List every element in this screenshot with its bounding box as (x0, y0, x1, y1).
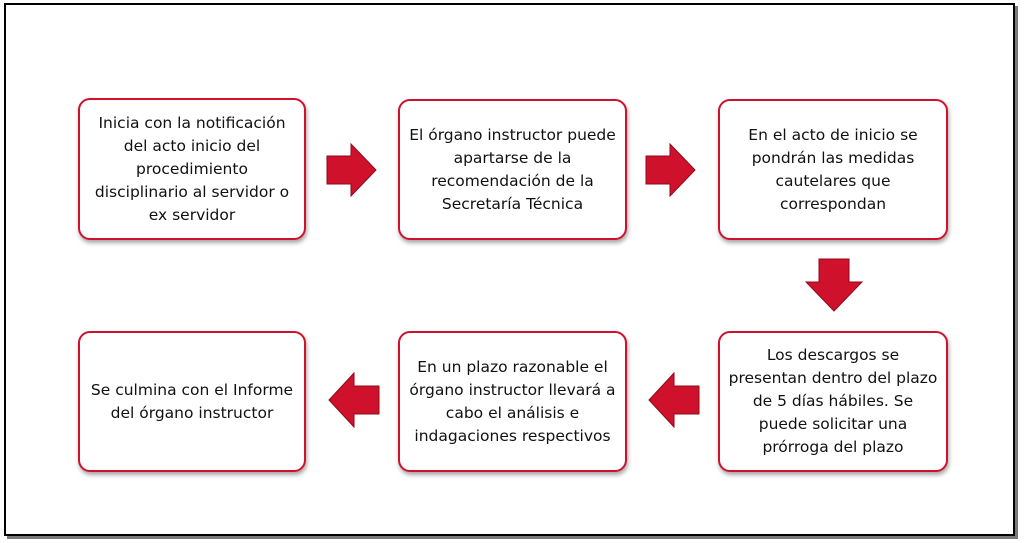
arrow-down-icon (805, 258, 863, 312)
step-text: Inicia con la notificación del acto inicio del procedimiento disciplinario al servidor o ex servidor (94, 113, 290, 224)
arrow-right-icon (326, 143, 378, 197)
arrow-left-icon (648, 372, 700, 428)
step-box-notification (78, 98, 306, 240)
step-box-final-report (78, 331, 306, 472)
step-box-defense-statements (718, 331, 948, 472)
step-text: Se culmina con el Informe del órgano instructor (90, 380, 294, 422)
arrow-right-icon (645, 143, 697, 197)
step-box-precautionary-measures (718, 99, 948, 240)
step-box-instructor-deviation (398, 99, 627, 240)
step-text: Los descargos se presentan dentro del plazo de 5 días hábiles. Se puede solicitar una prórroga del plazo (728, 346, 938, 456)
step-text: El órgano instructor puede apartarse de la recomendación de la Secretaría Técnica (409, 125, 616, 213)
step-text: En el acto de inicio se pondrán las medidas cautelares que correspondan (748, 125, 918, 213)
step-box-analysis (398, 331, 627, 472)
arrow-left-icon (328, 372, 380, 428)
step-text: En un plazo razonable el órgano instructor llevará a cabo el análisis e indagaciones respectivos (409, 357, 616, 445)
